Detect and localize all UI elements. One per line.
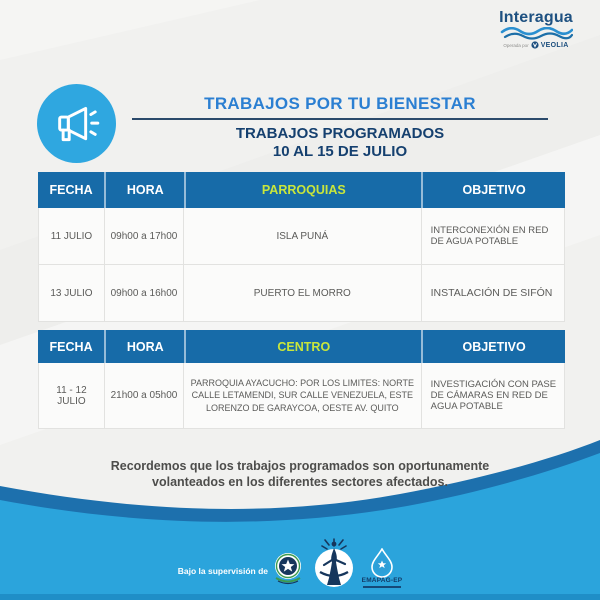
cell-parroquia: PUERTO EL MORRO [184, 265, 422, 322]
reminder-note [90, 458, 510, 491]
table-row [38, 265, 565, 322]
page-subtitle-line1: TRABAJOS PROGRAMADOS [235, 125, 445, 142]
cell-fecha: 11 JULIO [38, 208, 105, 265]
interagua-logo-text: Interagua [499, 9, 573, 26]
water-waves-icon [499, 27, 573, 40]
page-subtitle-line2: 10 AL 15 DE JULIO [272, 143, 408, 160]
column-header-fecha: FECHA [38, 172, 104, 208]
cell-objetivo: INVESTIGACIÓN CON PASE DE CÁMARAS EN RED DE AGUA POTABLE [422, 363, 565, 429]
cell-fecha: 13 JULIO [38, 265, 105, 322]
rotonda-monument-icon [312, 534, 356, 592]
interagua-logo [490, 10, 582, 49]
cell-hora: 09h00 a 17h00 [105, 208, 184, 265]
title-divider [132, 118, 548, 120]
column-header-hora: HORA [104, 172, 184, 208]
cell-fecha: 11 - 12 JULIO [38, 363, 105, 429]
veolia-label: VEOLIA [540, 41, 569, 49]
column-header-parroquias: PARROQUIAS [184, 172, 421, 208]
table-row [38, 208, 565, 265]
cell-objetivo: INTERCONEXIÓN EN RED DE AGUA POTABLE [422, 208, 565, 265]
cell-hora: 09h00 a 16h00 [105, 265, 184, 322]
column-header-centro: CENTRO [184, 330, 421, 363]
cell-hora: 21h00 a 05h00 [105, 363, 184, 429]
reminder-note-line2: volanteados en los diferentes sectores afectados. [152, 475, 448, 490]
table-row [38, 363, 565, 429]
megaphone-icon [51, 98, 103, 150]
column-header-hora: HORA [104, 330, 184, 363]
supervision-label: Bajo la supervisión de [177, 566, 268, 576]
column-header-objetivo: OBJETIVO [421, 172, 565, 208]
bottom-strip [0, 594, 600, 600]
schedule-table-parroquias [38, 172, 565, 322]
schedule-table-centro [38, 330, 565, 429]
reminder-note-line1: Recordemos que los trabajos programados son oportunamente [110, 459, 490, 473]
water-drop-icon [366, 548, 398, 578]
cell-centro: PARROQUIA AYACUCHO: POR LOS LIMITES: NORTE CALLE LETAMENDI, SUR CALLE VENEZUELA, ESTE LORENZO DE GARAYCOA, OESTE AV. QUITO [184, 363, 422, 429]
municipal-seal-icon [272, 551, 304, 589]
column-header-objetivo: OBJETIVO [421, 330, 565, 363]
bg-corner-highlight [0, 0, 260, 60]
veolia-circle-icon [531, 41, 539, 49]
cell-parroquia: ISLA PUNÁ [184, 208, 422, 265]
header [120, 94, 560, 161]
table-header-row [38, 330, 565, 363]
column-header-fecha: FECHA [38, 330, 104, 363]
operated-by-label: Operada por [503, 42, 529, 48]
cell-objetivo: INSTALACIÓN DE SIFÓN [422, 265, 565, 322]
announcement-badge [37, 84, 116, 163]
emapag-label: EMAPAG-EP [361, 577, 403, 584]
page-title: TRABAJOS POR TU BIENESTAR [204, 94, 476, 113]
emapag-underline [363, 586, 401, 588]
table-header-row [38, 172, 565, 208]
